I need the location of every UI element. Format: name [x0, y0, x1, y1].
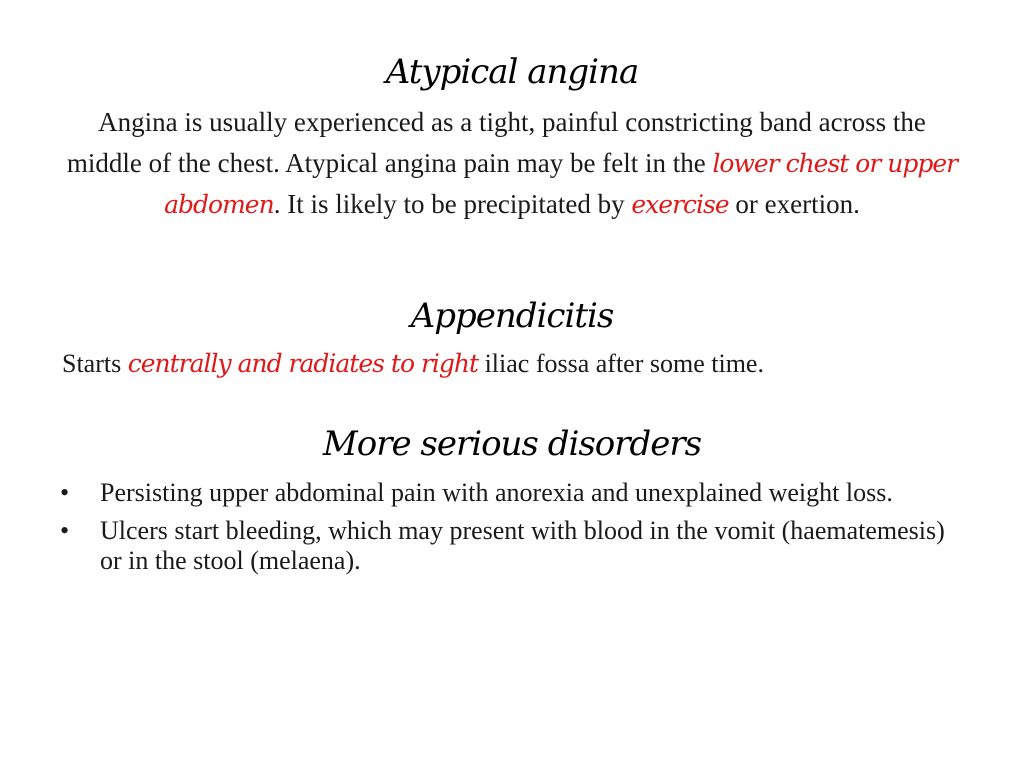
paragraph-text: . It is likely to be precipitated by: [273, 189, 632, 219]
list-item: [60, 478, 960, 508]
paragraph-text: iliac fossa after some time.: [478, 349, 764, 378]
bullet-icon: •: [60, 516, 70, 545]
section-title-appendicitis: Appendicitis: [410, 296, 614, 336]
emphasis-centrally: centrally and radiates to right: [127, 349, 479, 378]
section-title-atypical-angina: Atypical angina: [385, 52, 639, 92]
list-item-text: Ulcers start bleeding, which may present with blood in the vomit (haematemesis) or in the stool (melaena).: [100, 516, 945, 575]
paragraph-text: or exertion.: [728, 189, 860, 219]
emphasis-lower-chest: lower chest or upper abdomen: [164, 149, 958, 219]
appendicitis-paragraph: [62, 346, 1002, 382]
disorders-list: [60, 478, 960, 584]
list-item: [60, 516, 960, 576]
list-item-text: Persisting upper abdominal pain with anorexia and unexplained weight loss.: [100, 478, 893, 507]
bullet-icon: •: [60, 478, 70, 507]
paragraph-text: Starts: [62, 349, 128, 378]
section-title-more-serious-disorders: More serious disorders: [322, 424, 702, 464]
emphasis-exercise: exercise: [631, 190, 729, 219]
atypical-angina-paragraph: [60, 102, 964, 225]
paragraph-text: Angina is usually experienced as a tight, painful constricting band across the middle of the chest. Atypical angina pain may be felt in the: [66, 107, 926, 178]
